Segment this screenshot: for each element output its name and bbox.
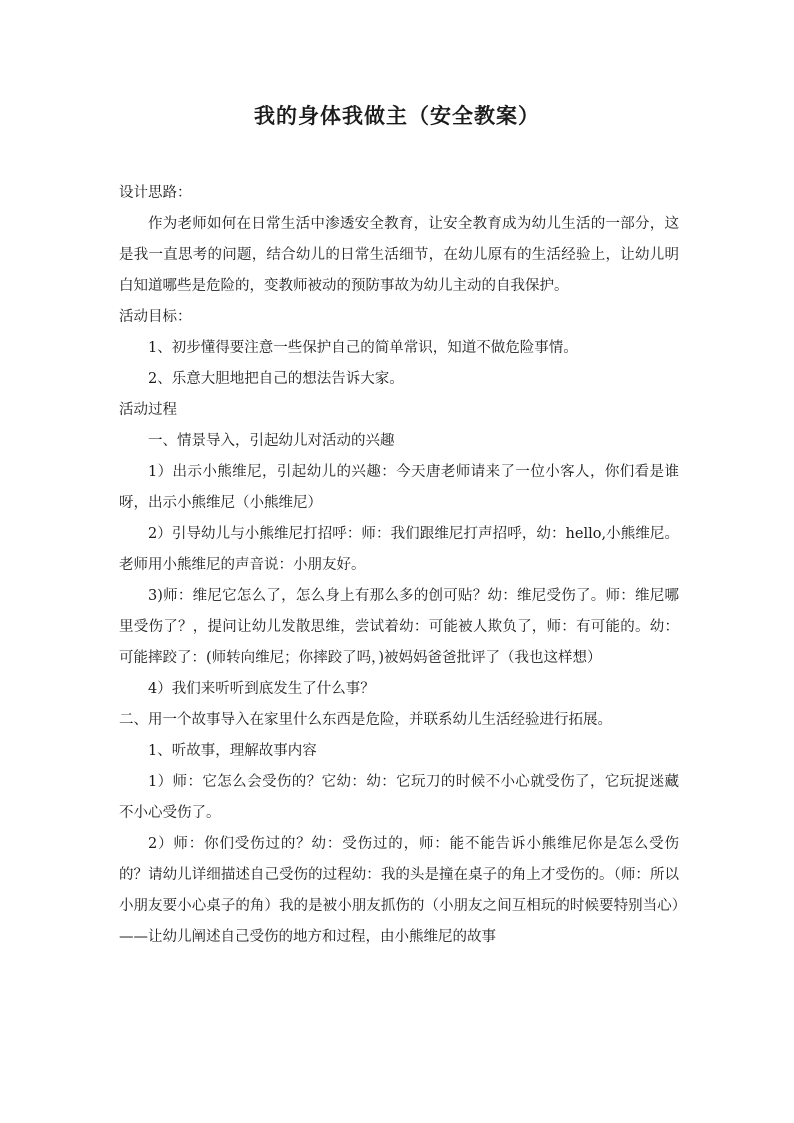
process-step-2-item-2: 2）师：你们受伤过的？幼：受伤过的，师：能不能告诉小熊维尼你是怎么受伤的？请幼儿详细描述自己受伤的过程幼：我的头是撞在桌子的角上才受伤的。（师：所以小朋友要小心桌子的角）我的是被小朋友抓伤的（小朋友之间互相玩的时候要特别当心）——让幼儿阐述自己受伤的地方和过程，由小熊维尼的故事 — [119, 836, 679, 945]
process-step-1-item-2: 2）引导幼儿与小熊维尼打招呼：师：我们跟维尼打声招呼，幼：hello,小熊维尼。老师用小熊维尼的声音说：小朋友好。 — [119, 526, 679, 573]
process-step-1-heading: 一、情景导入，引起幼儿对活动的兴趣 — [148, 433, 395, 449]
process-step-1-item-1: 1）出示小熊维尼，引起幼儿的兴趣：今天唐老师请来了一位小客人，你们看是谁呀，出示小熊维尼（小熊维尼） — [119, 464, 679, 511]
paragraph-design-idea: 作为老师如何在日常生活中渗透安全教育，让安全教育成为幼儿生活的一部分，这是我一直思考的问题，结合幼儿的日常生活细节，在幼儿原有的生活经验上，让幼儿明白知道哪些是危险的，变教师被动的预防事故为幼儿主动的自我保护。 — [119, 216, 679, 294]
process-step-2-heading: 二、用一个故事导入在家里什么东西是危险，并联系幼儿生活经验进行拓展。 — [119, 712, 612, 728]
process-step-1-item-4: 4）我们来听听到底发生了什么事？ — [148, 681, 375, 697]
process-step-2-sub-heading: 1、听故事，理解故事内容 — [148, 743, 317, 759]
process-step-2-item-1: 1）师：它怎么会受伤的？它幼：幼：它玩刀的时候不小心就受伤了，它玩捉迷藏不小心受伤了。 — [119, 774, 679, 821]
goal-item-2: 2、乐意大胆地把自己的想法告诉大家。 — [148, 371, 404, 387]
goal-item-1: 1、初步懂得要注意一些保护自己的简单常识，知道不做危险事情。 — [148, 340, 578, 356]
section-heading-goals: 活动目标： — [119, 309, 192, 325]
document-body — [119, 178, 679, 953]
process-step-1-item-3: 3)师：维尼它怎么了，怎么身上有那么多的创可贴？幼：维尼受伤了。师：维尼哪里受伤了？，提问让幼儿发散思维，尝试着幼：可能被人欺负了，师：有可能的。幼：可能摔跤了：(师转向维尼；你摔跤了吗，)被妈妈爸爸批评了（我也这样想） — [119, 588, 679, 666]
section-heading-process: 活动过程 — [119, 402, 177, 418]
page-title: 我的身体我做主（安全教案） — [254, 103, 540, 128]
section-heading-design: 设计思路： — [119, 185, 192, 201]
